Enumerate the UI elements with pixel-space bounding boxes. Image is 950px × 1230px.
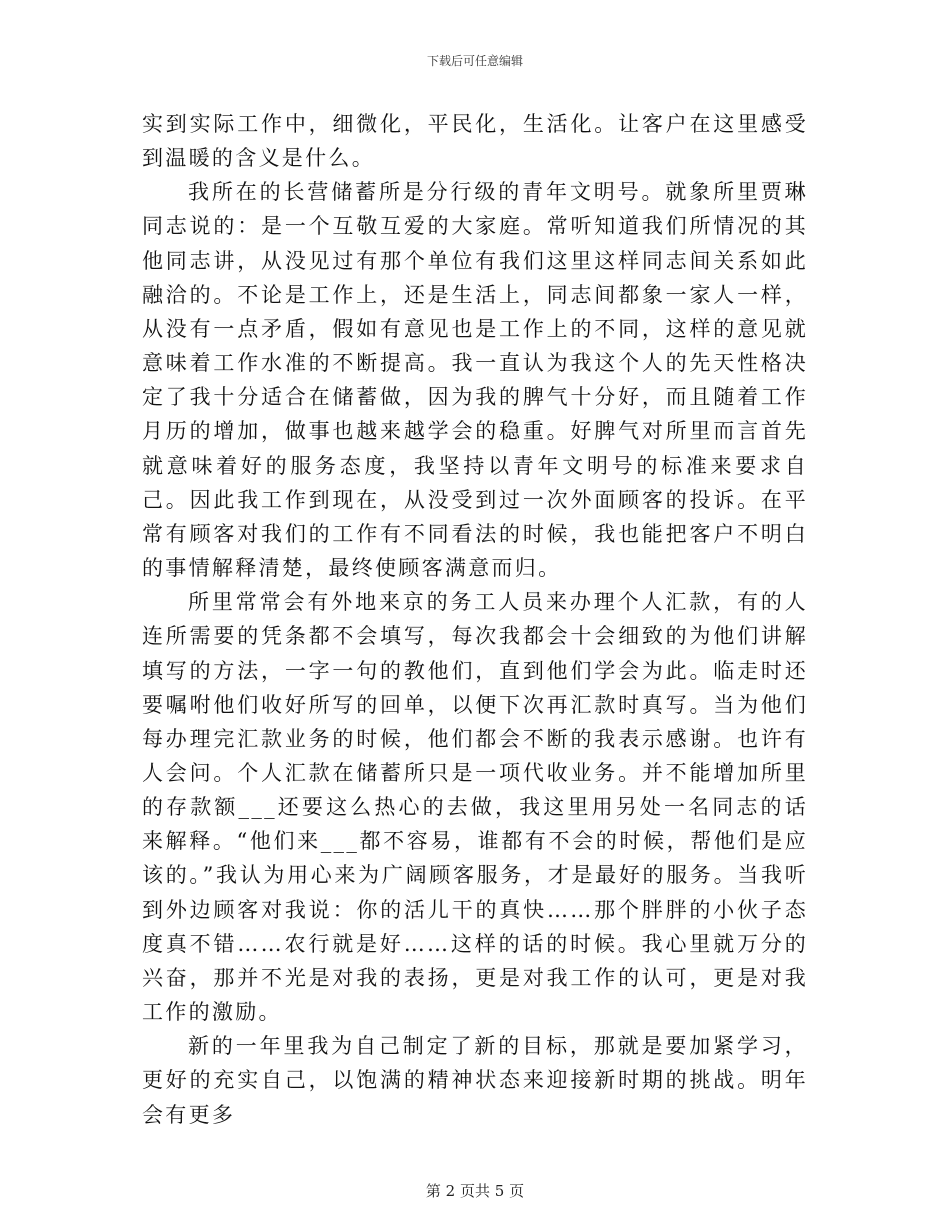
paragraph-1: 实到实际工作中，细微化，平民化，生活化。让客户在这里感受到温暖的含义是什么。 xyxy=(142,112,808,171)
paragraph-2: 我所在的长营储蓄所是分行级的青年文明号。就象所里贾琳同志说的：是一个互敬互爱的大家庭。常听知道我们所情况的其他同志讲，从没见过有那个单位有我们这里这样同志间关系如此融洽的。不论是工作上，还是生活上，同志间都象一家人一样，从没有一点矛盾，假如有意见也是工作上的不同，这样的意见就意味着工作水准的不断提高。我一直认为我这个人的先天性格决定了我十分适合在储蓄做，因为我的脾气十分好，而且随着工作月历的增加，做事也越来越学会的稳重。好脾气对所里而言首先就意味着好的服务态度，我坚持以青年文明号的标准来要求自己。因此我工作到现在，从没受到过一次外面顾客的投诉。在平常有顾客对我们的工作有不同看法的时候，我也能把客户不明白的事情解释清楚，最终使顾客满意而归。 xyxy=(142,180,808,581)
page-header-note: 下载后可任意编辑 xyxy=(426,54,523,68)
document-body xyxy=(142,107,808,1132)
paragraph-4: 新的一年里我为自己制定了新的目标，那就是要加紧学习，更好的充实自己，以饱满的精神状态来迎接新时期的挑战。明年会有更多 xyxy=(142,1034,808,1127)
page-number: 第 2 页共 5 页 xyxy=(425,1182,525,1200)
paragraph-3: 所里常常会有外地来京的务工人员来办理个人汇款，有的人连所需要的凭条都不会填写，每次我都会十会细致的为他们讲解填写的方法，一字一句的教他们，直到他们学会为此。临走时还要嘱咐他们收好所写的回单，以便下次再汇款时真写。当为他们每办理完汇款业务的时候，他们都会不断的我表示感谢。也许有人会问。个人汇款在储蓄所只是一项代收业务。并不能增加所里的存款额___还要这么热心的去做，我这里用另处一名同志的话来解释。“他们来___都不容易，谁都有不会的时候，帮他们是应该的。”我认为用心来为广阔顾客服务，才是最好的服务。当我听到外边顾客对我说：你的活儿干的真快……那个胖胖的小伙子态度真不错……农行就是好……这样的话的时候。我心里就万分的兴奋，那并不光是对我的表扬，更是对我工作的认可，更是对我工作的激励。 xyxy=(142,590,808,1025)
